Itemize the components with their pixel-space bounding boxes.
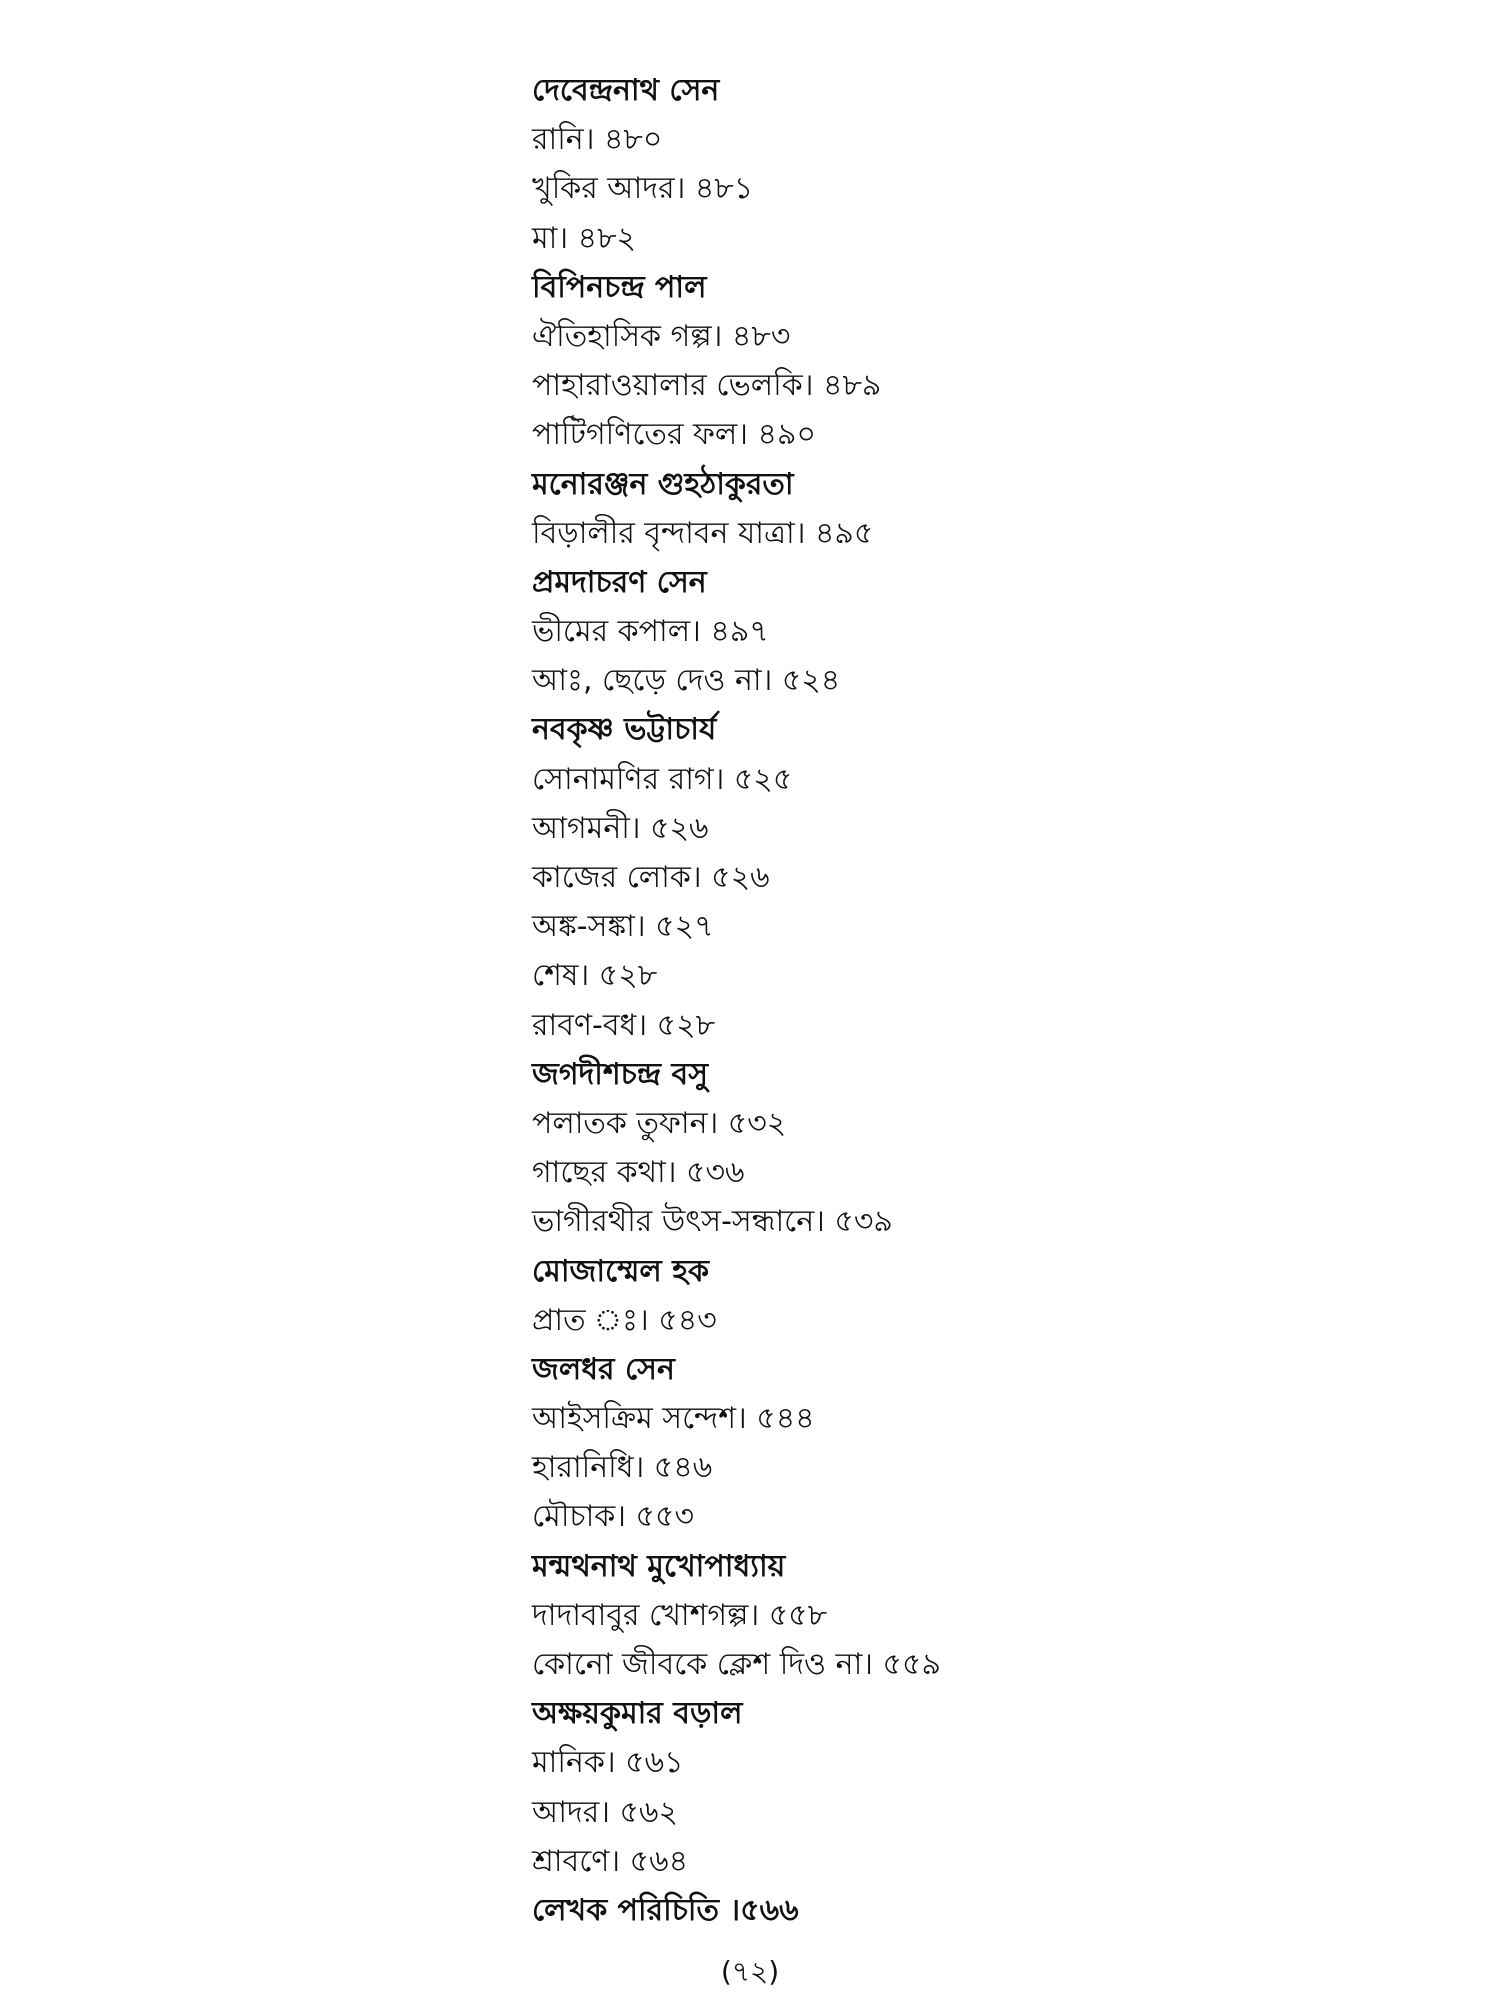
author-heading: জলধর সেন: [532, 1351, 675, 1387]
toc-entry: শ্রাবণে। ৫৬৪: [532, 1843, 689, 1879]
toc-entry: পাহারাওয়ালার ভেলকি। ৪৮৯: [532, 368, 882, 404]
toc-entry: ভাগীরথীর উৎস-সন্ধানে। ৫৩৯: [532, 1204, 893, 1240]
toc-entry: ঐতিহাসিক গল্প। ৪৮৩: [532, 318, 791, 354]
author-heading: বিপিনচন্দ্র পাল: [532, 269, 707, 305]
author-heading: নবকৃষ্ণ ভট্টাচার্য: [532, 712, 717, 748]
toc-entry: খুকির আদর। ৪৮১: [532, 171, 754, 207]
toc-entry: কাজের লোক। ৫২৬: [532, 860, 770, 895]
toc-entry: আগমনী। ৫২৬: [532, 810, 709, 846]
toc-entry: রাবণ-বধ। ৫২৮: [532, 1007, 716, 1043]
toc-entry: আদর। ৫৬২: [532, 1794, 678, 1830]
author-heading: মন্মথনাথ মুখোপাধ্যায়: [532, 1548, 786, 1584]
toc-entry: সোনামণির রাগ। ৫২৫: [532, 761, 793, 797]
toc-entry: পাটিগণিতের ফল। ৪৯০: [532, 417, 816, 453]
page-number: (৭২): [720, 1955, 780, 1988]
toc-entry: গাছের কথা। ৫৩৬: [532, 1155, 745, 1191]
author-heading: জগদীশচন্দ্র বসু: [532, 1056, 709, 1092]
toc-entry: কোনো জীবকে ক্লেশ দিও না। ৫৫৯: [532, 1647, 941, 1682]
author-heading: অক্ষয়কুমার বড়াল: [532, 1696, 743, 1732]
toc-entry: মা। ৪৮২: [532, 220, 637, 256]
toc-entry: মৌচাক। ৫৫৩: [532, 1499, 694, 1535]
toc-entry: শেষ। ৫২৮: [532, 958, 658, 994]
toc-entry: আঃ, ছেড়ে দেও না। ৫২৪: [532, 663, 841, 699]
toc-entry: মানিক। ৫৬১: [532, 1745, 684, 1781]
toc-entry: অঙ্ক-সঙ্কা। ৫২৭: [532, 909, 714, 945]
toc-entry: দাদাবাবুর খোশগল্প। ৫৫৮: [532, 1597, 828, 1633]
table-of-contents: [532, 66, 1432, 1935]
toc-entry: হারানিধি। ৫৪৬: [532, 1450, 713, 1486]
author-heading: প্রমদাচরণ সেন: [532, 564, 707, 600]
author-heading: মোজাম্মেল হক: [532, 1253, 709, 1289]
toc-entry: বিড়ালীর বৃন্দাবন যাত্রা। ৪৯৫: [532, 515, 874, 551]
toc-entry: রানি। ৪৮০: [532, 122, 663, 158]
author-heading: দেবেন্দ্রনাথ সেন: [532, 73, 720, 108]
toc-entry: প্রাত ঃ। ৫৪৩: [532, 1302, 717, 1338]
toc-entry: ভীমের কপাল। ৪৯৭: [532, 614, 769, 650]
author-heading: লেখক পরিচিতি ।৫৬৬: [532, 1892, 799, 1928]
author-heading: মনোরঞ্জন গুহঠাকুরতা: [532, 466, 794, 502]
toc-entry: আইসক্রিম সন্দেশ। ৫৪৪: [532, 1401, 815, 1437]
toc-entry: পলাতক তুফান। ৫৩২: [532, 1105, 787, 1141]
